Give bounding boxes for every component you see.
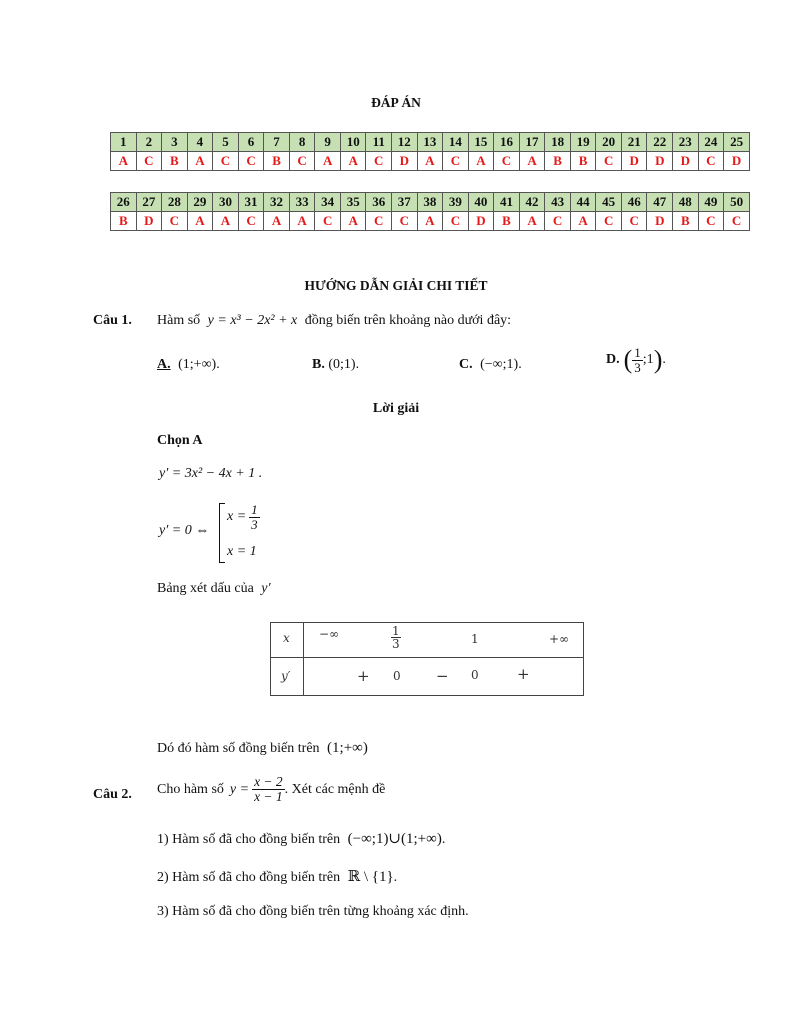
option-d-den: 3 xyxy=(634,359,641,375)
answer-letter-cell: D xyxy=(724,152,750,171)
question-number-cell: 49 xyxy=(698,193,724,212)
question-number-cell: 38 xyxy=(417,193,443,212)
answer-letter-cell: B xyxy=(673,212,699,231)
q1-conclusion xyxy=(157,740,368,757)
answer-letter-cell: D xyxy=(392,152,418,171)
option-a-label: A. xyxy=(157,357,171,372)
q2-label: Câu 2. xyxy=(93,787,132,802)
answer-letter-cell: C xyxy=(443,152,469,171)
answer-table-2-answers xyxy=(111,212,750,231)
sign-table-label-text: Bảng xét dấu của xyxy=(157,581,254,596)
q2-text-before: Cho hàm số xyxy=(157,781,224,797)
q1-option-b: B. (0;1). xyxy=(312,357,360,372)
question-number-cell: 45 xyxy=(596,193,622,212)
q2-s1-math: (−∞;1)∪(1;+∞) xyxy=(347,831,442,847)
answer-letter-cell: A xyxy=(570,212,596,231)
q1-text-before: Hàm số xyxy=(157,313,201,328)
sign-table-sign-1: + xyxy=(357,667,370,685)
question-number-cell: 27 xyxy=(136,193,162,212)
q2-statement xyxy=(157,775,385,804)
option-d-tail: ;1 xyxy=(642,352,654,367)
q1-root1-den: 3 xyxy=(251,516,258,532)
question-number-cell: 39 xyxy=(443,193,469,212)
answer-letter-cell: B xyxy=(162,152,188,171)
q1-sign-table-label xyxy=(157,581,271,597)
sign-table-y-label: y′ xyxy=(281,669,291,683)
answer-letter-cell: C xyxy=(545,212,571,231)
question-number-cell: 47 xyxy=(647,193,673,212)
answer-table-1 xyxy=(110,132,750,171)
answer-letter-cell: D xyxy=(621,152,647,171)
answer-letter-cell: C xyxy=(443,212,469,231)
question-number-cell: 8 xyxy=(289,133,315,152)
option-d-num: 1 xyxy=(634,344,641,360)
q2-statement-2: 2) Hàm số đã cho đồng biến trên ℝ \ {1}. xyxy=(157,869,398,885)
sign-table-sign-2: − xyxy=(436,667,449,685)
sign-table-zero-2: 0 xyxy=(471,668,479,682)
sign-table-x-pos-inf: +∞ xyxy=(549,632,570,646)
question-number-cell: 32 xyxy=(264,193,290,212)
question-number-cell: 7 xyxy=(264,133,290,152)
answer-letter-cell: B xyxy=(570,152,596,171)
sign-table-hline xyxy=(271,657,583,658)
question-number-cell: 19 xyxy=(570,133,596,152)
question-number-cell: 11 xyxy=(366,133,392,152)
question-number-cell: 41 xyxy=(494,193,520,212)
answer-letter-cell: C xyxy=(315,212,341,231)
question-number-cell: 20 xyxy=(596,133,622,152)
q2-s1-text: 1) Hàm số đã cho đồng biến trên xyxy=(157,832,341,847)
answer-letter-cell: C xyxy=(596,152,622,171)
q1-option-d: D. ( $\frac{1}{3}$ ;1 ) . xyxy=(606,344,666,375)
question-number-cell: 6 xyxy=(238,133,264,152)
question-number-cell: 34 xyxy=(315,193,341,212)
answer-letter-cell: B xyxy=(545,152,571,171)
answer-letter-cell: D xyxy=(468,212,494,231)
q2-y-eq: y = xyxy=(229,781,250,797)
answer-letter-cell: B xyxy=(494,212,520,231)
sign-table-x-third-den: 3 xyxy=(392,637,400,651)
q2-num: x − 2 xyxy=(254,774,283,789)
q1-solution-title: Lời giải xyxy=(372,401,420,416)
question-number-cell: 35 xyxy=(340,193,366,212)
conclusion-interval: (1;+∞) xyxy=(327,740,368,756)
q2-statement-3: 3) Hàm số đã cho đồng biến trên từng khoảng xác định. xyxy=(157,904,469,919)
answer-letter-cell: A xyxy=(187,212,213,231)
question-number-cell: 33 xyxy=(289,193,315,212)
question-number-cell: 43 xyxy=(545,193,571,212)
option-a-value: (1;+∞) xyxy=(178,357,217,372)
q2-s2-text: 2) Hàm số đã cho đồng biến trên xyxy=(157,870,341,885)
option-d-label: D. xyxy=(606,352,620,367)
q1-eq-lhs: y′ = 0 ⇔ xyxy=(159,523,210,538)
question-number-cell: 48 xyxy=(673,193,699,212)
q1-option-a: A. (1;+∞). xyxy=(157,357,220,372)
question-number-cell: 26 xyxy=(111,193,137,212)
answer-letter-cell: C xyxy=(162,212,188,231)
answer-letter-cell: A xyxy=(111,152,137,171)
question-number-cell: 42 xyxy=(519,193,545,212)
question-number-cell: 17 xyxy=(519,133,545,152)
question-number-cell: 2 xyxy=(136,133,162,152)
q1-root1-lhs: x = xyxy=(227,509,247,525)
answer-letter-cell: C xyxy=(596,212,622,231)
answer-letter-cell: D xyxy=(673,152,699,171)
q2-s2-math: ℝ \ {1} xyxy=(347,869,394,885)
answer-letter-cell: C xyxy=(698,212,724,231)
question-number-cell: 4 xyxy=(187,133,213,152)
question-number-cell: 44 xyxy=(570,193,596,212)
answer-letter-cell: C xyxy=(213,152,239,171)
answer-letter-cell: A xyxy=(468,152,494,171)
sign-table-x-label: x xyxy=(283,631,290,645)
q1-choose: Chọn A xyxy=(157,433,203,448)
option-c-value: (−∞;1) xyxy=(480,357,519,372)
q1-root1 xyxy=(227,503,260,531)
q2-text-after: . Xét các mệnh đề xyxy=(284,781,386,797)
question-number-cell: 18 xyxy=(545,133,571,152)
answer-letter-cell: A xyxy=(315,152,341,171)
question-number-cell: 50 xyxy=(724,193,750,212)
answer-letter-cell: A xyxy=(417,212,443,231)
question-number-cell: 23 xyxy=(673,133,699,152)
answer-letter-cell: A xyxy=(519,152,545,171)
guide-title: HƯỚNG DẪN GIẢI CHI TIẾT xyxy=(304,278,488,293)
answer-letter-cell: D xyxy=(647,152,673,171)
q1-root1-num: 1 xyxy=(251,502,258,517)
sign-table-var: y′ xyxy=(261,581,271,596)
answer-letter-cell: C xyxy=(366,152,392,171)
sign-table xyxy=(270,622,584,696)
question-number-cell: 10 xyxy=(340,133,366,152)
q2-statement-1: 1) Hàm số đã cho đồng biến trên (−∞;1)∪(1;+∞). xyxy=(157,831,446,847)
answer-letter-cell: B xyxy=(264,152,290,171)
question-number-cell: 22 xyxy=(647,133,673,152)
answer-table-2 xyxy=(110,192,750,231)
answer-letter-cell: A xyxy=(213,212,239,231)
sign-table-x-neg-inf: −∞ xyxy=(319,627,340,641)
answer-letter-cell: C xyxy=(366,212,392,231)
answer-letter-cell: C xyxy=(494,152,520,171)
question-number-cell: 16 xyxy=(494,133,520,152)
question-number-cell: 15 xyxy=(468,133,494,152)
sign-table-zero-1: 0 xyxy=(393,669,401,683)
answer-letter-cell: C xyxy=(698,152,724,171)
sign-table-x-one: 1 xyxy=(471,632,479,646)
sign-table-sign-3: + xyxy=(517,665,530,683)
option-b-label: B. xyxy=(312,357,325,372)
answer-letter-cell: C xyxy=(136,152,162,171)
q1-label: Câu 1. xyxy=(93,313,132,328)
question-number-cell: 1 xyxy=(111,133,137,152)
question-number-cell: 13 xyxy=(417,133,443,152)
question-number-cell: 46 xyxy=(621,193,647,212)
question-number-cell: 21 xyxy=(621,133,647,152)
answer-letter-cell: C xyxy=(621,212,647,231)
question-number-cell: 9 xyxy=(315,133,341,152)
answer-letter-cell: C xyxy=(724,212,750,231)
question-number-cell: 12 xyxy=(392,133,418,152)
answer-title: ĐÁP ÁN xyxy=(371,95,421,110)
question-number-cell: 31 xyxy=(238,193,264,212)
answer-table-1-numbers xyxy=(111,133,750,152)
sign-table-x-third-num: 1 xyxy=(392,624,400,638)
q1-derivative: y′ = 3x² − 4x + 1 . xyxy=(159,466,263,481)
answer-letter-cell: A xyxy=(289,212,315,231)
answer-letter-cell: D xyxy=(647,212,673,231)
answer-letter-cell: C xyxy=(238,152,264,171)
answer-letter-cell: A xyxy=(519,212,545,231)
question-number-cell: 28 xyxy=(162,193,188,212)
answer-letter-cell: A xyxy=(264,212,290,231)
answer-letter-cell: A xyxy=(340,152,366,171)
question-number-cell: 3 xyxy=(162,133,188,152)
option-c-label: C. xyxy=(459,357,473,372)
question-number-cell: 40 xyxy=(468,193,494,212)
answer-letter-cell: B xyxy=(111,212,137,231)
answer-letter-cell: A xyxy=(417,152,443,171)
q1-formula: y = x³ − 2x² + x xyxy=(207,313,298,328)
answer-table-1-answers xyxy=(111,152,750,171)
option-b-value: (0;1) xyxy=(328,357,356,372)
answer-letter-cell: A xyxy=(340,212,366,231)
question-number-cell: 29 xyxy=(187,193,213,212)
question-number-cell: 30 xyxy=(213,193,239,212)
q1-text-after: đồng biến trên khoảng nào dưới đây: xyxy=(304,313,512,328)
question-number-cell: 36 xyxy=(366,193,392,212)
answer-letter-cell: C xyxy=(289,152,315,171)
q1-bracket xyxy=(219,503,225,563)
question-number-cell: 24 xyxy=(698,133,724,152)
answer-letter-cell: C xyxy=(392,212,418,231)
answer-letter-cell: A xyxy=(187,152,213,171)
question-number-cell: 37 xyxy=(392,193,418,212)
question-number-cell: 14 xyxy=(443,133,469,152)
q1-root2: x = 1 xyxy=(227,544,257,559)
question-number-cell: 5 xyxy=(213,133,239,152)
q1-option-c: C. (−∞;1). xyxy=(459,357,522,372)
q1-statement xyxy=(157,313,511,329)
question-number-cell: 25 xyxy=(724,133,750,152)
answer-letter-cell: D xyxy=(136,212,162,231)
sign-table-vline xyxy=(303,623,304,695)
answer-letter-cell: C xyxy=(238,212,264,231)
conclusion-text: Dó đó hàm số đồng biến trên xyxy=(157,741,320,756)
sign-table-x-third xyxy=(391,625,401,650)
q2-den: x − 1 xyxy=(254,789,283,805)
answer-table-2-numbers xyxy=(111,193,750,212)
